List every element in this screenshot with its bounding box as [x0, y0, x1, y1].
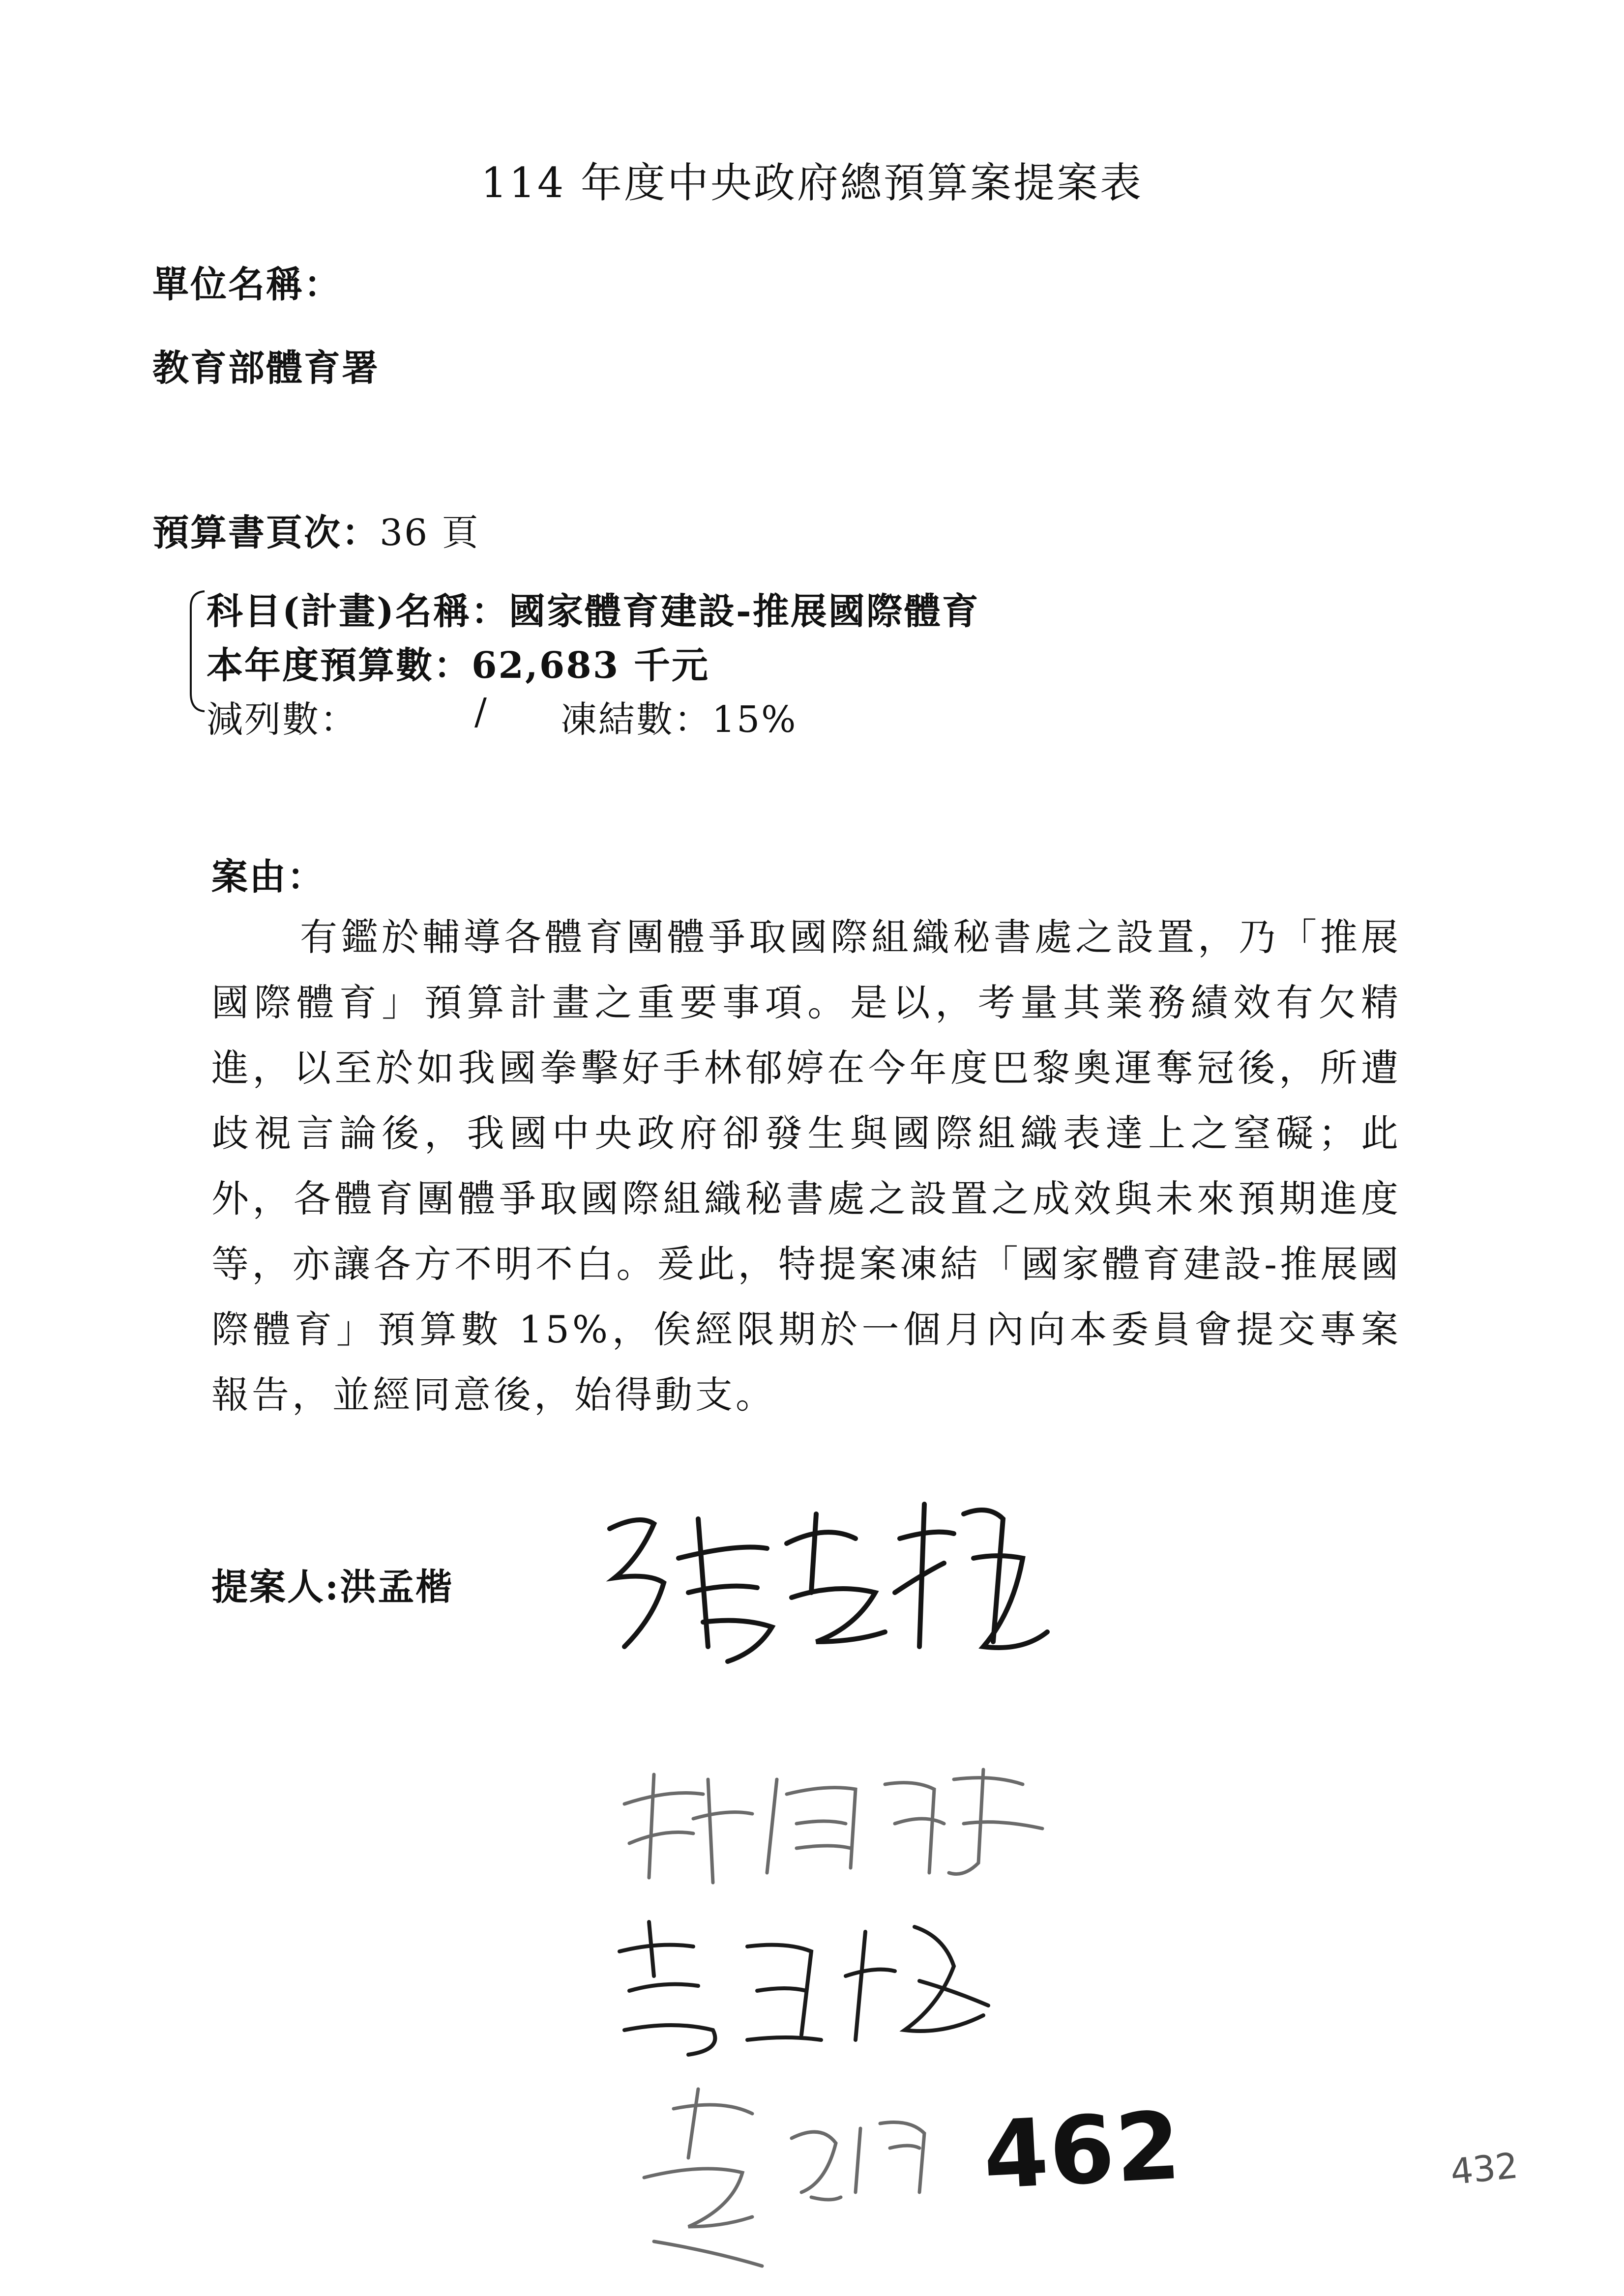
- proposer-label: 提案人:: [211, 1566, 340, 1608]
- budget-row: [207, 637, 709, 689]
- reason-text: 有鑑於輔導各體育團體爭取國際組織秘書處之設置，乃「推展國際體育」預算計畫之重要事項。是以，考量其業務績效有欠精進，以至於如我國拳擊好手林郁婷在今年度巴黎奧運奪冠後，所遭歧視言論後，我國中央政府卻發生與國際組織表達上之窒礙；此外，各體育團體爭取國際組織秘書處之設置之成效與未來預期進度等，亦讓各方不明不白。爰此，特提案凍結「國家體育建設-推展國際體育」預算數 15%，俟經限期於一個月內向本委員會提交專案報告，並經同意後，始得動支。: [211, 915, 1401, 1417]
- item-value: 國家體育建設-推展國際體育: [509, 590, 980, 633]
- left-brace-mark: [186, 587, 206, 715]
- cut-label: 減列數：: [207, 698, 358, 741]
- unit-name: 教育部體育署: [152, 347, 380, 389]
- unit-label: 單位名稱：: [152, 263, 342, 306]
- signature-second-image: [610, 1750, 1072, 1897]
- corner-page-number: 432: [1448, 2145, 1520, 2193]
- reason-body: [211, 904, 1401, 1427]
- signature-proposer-image: [580, 1484, 1062, 1696]
- signature-third-image: [600, 1907, 1062, 2064]
- item-row: [207, 582, 980, 635]
- document-title: 114 年度中央政府總預算案提案表: [480, 159, 1144, 207]
- proposer-name: 洪孟楷: [340, 1566, 454, 1608]
- page-ref-label: 預算書頁次：: [152, 512, 380, 554]
- separator-slash: /: [474, 691, 488, 733]
- signature-fourth-image: [615, 2079, 988, 2276]
- freeze-value: 15%: [712, 698, 797, 741]
- budget-value: 62,683 千元: [472, 644, 709, 687]
- page-ref-row: [152, 504, 480, 556]
- handwritten-page-number: 462: [980, 2091, 1184, 2210]
- reason-heading: 案由：: [211, 856, 325, 898]
- proposer-row: [211, 1558, 453, 1610]
- item-label: 科目(計畫)名稱：: [207, 590, 509, 633]
- budget-label: 本年度預算數：: [207, 644, 472, 687]
- freeze-row: [561, 691, 797, 743]
- freeze-label: 凍結數：: [561, 698, 712, 741]
- page-ref-value: 36 頁: [380, 512, 480, 554]
